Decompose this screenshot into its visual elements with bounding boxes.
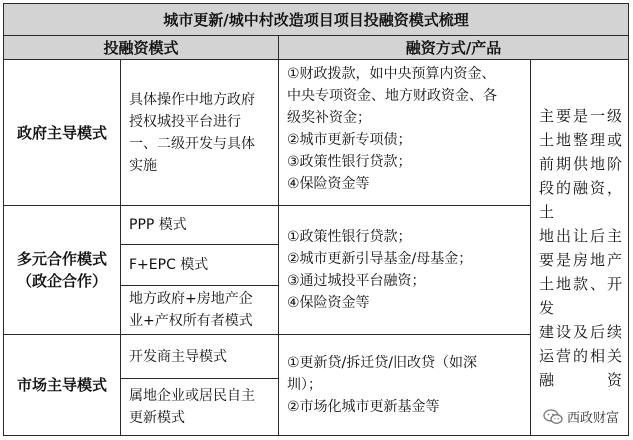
note-line: 要是房地产 [539, 250, 622, 269]
financing-line: ①政策性银行贷款； [287, 229, 412, 245]
note-column [530, 59, 629, 436]
note-line: 建设及后续 [539, 322, 622, 341]
sub-mode-gov-developer-owner [120, 285, 279, 335]
mode-diverse-cooperation [3, 205, 121, 335]
sub-mode-ppp [120, 205, 279, 245]
financing-line: ②市场化城市更新基金等 [287, 399, 440, 415]
table-frame [3, 3, 629, 436]
note-line: 地出让后主 [539, 226, 622, 245]
sub-mode-label: 更新模式 [129, 410, 185, 426]
chat-bubble-icon [543, 409, 563, 425]
mode-government-label: 政府主导模式 [16, 123, 107, 142]
sub-mode-label: 属地企业或居民自主 [129, 388, 255, 404]
note-line: 前期供地阶 [539, 154, 622, 173]
sub-mode-label: 开发商主导模式 [129, 348, 227, 365]
financing-line: ②城市更新引导基金/母基金； [287, 251, 473, 267]
government-desc-line: 实施 [129, 157, 157, 174]
sub-mode-label: 业+产权所有者模式 [129, 313, 253, 329]
note-line: 土地整理或 [539, 130, 622, 149]
sub-mode-fepc [120, 244, 279, 286]
mode-diverse-label: 多元合作模式 [16, 250, 107, 268]
note-line: 主要是一级 [539, 106, 622, 125]
sub-mode-resident-self-renewal [120, 378, 279, 436]
financing-line: ④保险资金等 [287, 176, 370, 192]
financing-line: 级奖补资金； [287, 110, 371, 126]
note-line: 运营的相关 [539, 346, 622, 365]
financing-line: ③通过城投平台融资； [287, 273, 426, 289]
financing-line: ④保险资金等 [287, 295, 370, 311]
diverse-financing [278, 205, 531, 335]
sub-mode-developer-led [120, 334, 279, 379]
government-description [120, 59, 279, 206]
table-title: 城市更新/城中村改造项目项目投融资模式梳理 [3, 3, 629, 36]
mode-market-led [3, 334, 121, 436]
mode-market-label: 市场主导模式 [16, 376, 107, 394]
financing-line: ①财政拨款，如中央预算内资金、 [287, 66, 496, 82]
note-text [539, 104, 622, 392]
watermark-text: 西政财富 [566, 411, 619, 426]
header-financing: 融资方式/产品 [278, 35, 629, 60]
government-desc-line: 授权城投平台进行 [129, 113, 241, 130]
watermark [541, 407, 621, 426]
note-line: 土地款、开发 [539, 274, 622, 317]
note-line: 段的融资，土 [539, 178, 622, 221]
sub-mode-label: 地方政府+房地产企 [129, 291, 253, 307]
mode-government-led [3, 59, 121, 206]
financing-line: 中央专项资金、地方财政资金、各 [287, 88, 497, 104]
financing-line: ③政策性银行贷款； [287, 154, 412, 170]
market-financing [278, 334, 531, 436]
note-line: 融资 [539, 370, 622, 389]
financing-line: 圳）； [287, 377, 322, 393]
financing-line: ①更新贷/拆迁贷/旧改贷（如深 [287, 355, 477, 371]
government-desc-line: 一、二级开发与具体 [129, 135, 255, 152]
header-investment-mode: 投融资模式 [3, 35, 279, 60]
government-desc-line: 具体操作中地方政府 [129, 91, 255, 108]
financing-line: ②城市更新专项债； [287, 132, 412, 148]
government-financing [278, 59, 531, 206]
mode-diverse-sublabel: （政企合作） [16, 272, 107, 290]
sub-mode-label: PPP 模式 [129, 217, 187, 233]
sub-mode-label: F+EPC 模式 [129, 257, 209, 273]
